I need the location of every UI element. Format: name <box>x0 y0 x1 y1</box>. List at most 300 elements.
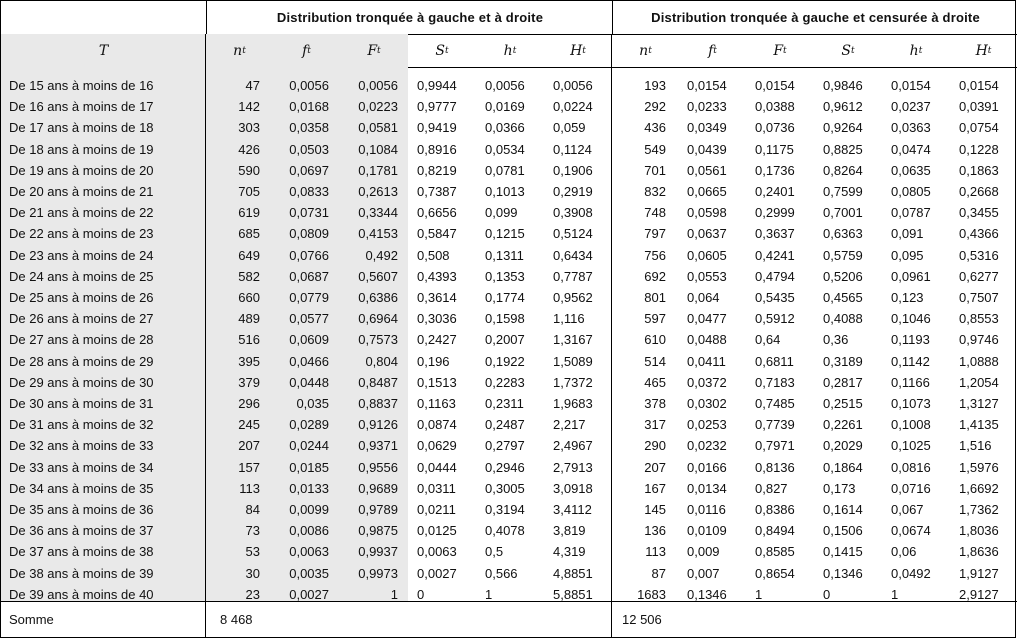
cell-truncated: 0,1774 <box>485 290 525 305</box>
cell-censored: 0,1073 <box>891 396 931 411</box>
cell-truncated: 582 <box>238 268 260 284</box>
footer-total-a: 8 468 <box>220 612 253 627</box>
cell-censored: 0,0391 <box>959 99 999 115</box>
cell-censored: 0,7971 <box>755 438 795 454</box>
footer-label: Somme <box>9 612 54 627</box>
cell-truncated: 0,0609 <box>289 332 329 348</box>
cell-censored: 1,6692 <box>959 480 999 496</box>
ht-base: h <box>503 42 513 59</box>
cell-truncated: 0,099 <box>485 205 518 221</box>
cell-truncated: 0,9371 <box>358 438 398 454</box>
cell-truncated: 0,0448 <box>289 374 329 390</box>
cell-censored: 292 <box>644 99 666 115</box>
group-header-truncated: Distribution tronquée à gauche et à droite <box>206 1 613 34</box>
cell-truncated: 0,0086 <box>289 523 329 539</box>
cell-censored: 0,8654 <box>755 565 795 581</box>
cell-truncated: 0,0063 <box>289 544 329 560</box>
nt-base: n <box>639 42 649 59</box>
cell-truncated: 0,0027 <box>289 586 329 602</box>
cell-truncated: 0,0211 <box>417 502 456 517</box>
cell-truncated: 0,3036 <box>417 311 457 327</box>
cell-censored: 0,1346 <box>687 586 727 602</box>
cell-truncated: 0,2946 <box>485 459 525 475</box>
column-header-T <box>1 34 206 67</box>
cell-truncated: 0,9562 <box>553 290 593 305</box>
cell-censored: 0,7183 <box>755 374 795 390</box>
cell-censored: 0,0665 <box>687 184 727 199</box>
cell-censored: 2,9127 <box>959 586 999 602</box>
cell-truncated: 0,0731 <box>289 205 329 221</box>
cell-censored: 0,9612 <box>823 99 863 115</box>
cell-censored: 0,3637 <box>755 226 795 242</box>
cell-truncated: 0,0874 <box>417 417 457 433</box>
cell-censored: 0,0232 <box>687 438 727 454</box>
cell-truncated: 0,5 <box>485 544 504 560</box>
cell-censored: 0,0637 <box>687 226 727 242</box>
cell-truncated: 5,8851 <box>553 586 593 602</box>
cell-censored: 0,0474 <box>891 141 931 157</box>
cell-censored: 0,173 <box>823 480 856 496</box>
row-label: De 28 ans à moins de 29 <box>9 353 154 369</box>
cell-censored: 87 <box>651 565 666 581</box>
cell-truncated: 0,0629 <box>417 438 457 454</box>
cell-censored: 514 <box>644 353 666 369</box>
cell-censored: 0,4088 <box>823 311 863 327</box>
cell-censored: 0,0363 <box>891 120 931 136</box>
cell-truncated: 0,1598 <box>485 311 525 327</box>
cell-censored: 0,1346 <box>823 565 863 581</box>
cell-censored: 0 <box>823 586 831 602</box>
column-header-Ft-b <box>746 34 814 67</box>
column-header-St-b <box>814 34 882 67</box>
cell-truncated: 2,7913 <box>553 459 593 475</box>
cell-censored: 0,0154 <box>755 78 795 93</box>
cell-truncated: 0,2427 <box>417 332 457 348</box>
cell-truncated: 649 <box>238 247 260 263</box>
cell-truncated: 0,0063 <box>417 544 457 560</box>
cell-censored: 0,4794 <box>755 268 795 284</box>
table-row <box>1 245 1017 266</box>
cell-truncated: 0,5124 <box>553 226 593 242</box>
column-header-nt-b <box>612 34 679 67</box>
ht-sub: t <box>918 45 923 56</box>
cell-truncated: 0,9556 <box>358 459 398 475</box>
cell-truncated: 0,8837 <box>358 396 398 411</box>
cell-truncated: 685 <box>238 226 260 242</box>
cell-censored: 0,6811 <box>755 353 794 369</box>
cell-censored: 0,0805 <box>891 184 931 199</box>
cell-truncated: 0 <box>417 586 425 602</box>
table-row <box>1 117 1017 138</box>
cell-truncated: 0,5847 <box>417 226 457 242</box>
cell-censored: 0,1863 <box>959 162 999 178</box>
vrule-label <box>205 34 206 637</box>
Ft-sub: t <box>377 45 381 56</box>
cell-censored: 0,8585 <box>755 544 795 560</box>
cell-censored: 0,2261 <box>823 417 863 433</box>
cell-truncated: 489 <box>238 311 260 327</box>
table-row <box>1 541 1017 562</box>
table-row <box>1 139 1017 160</box>
Ft-base: F <box>773 42 784 59</box>
cell-censored: 0,1175 <box>755 141 794 157</box>
cell-truncated: 0,0366 <box>485 120 525 136</box>
cell-truncated: 0,3005 <box>485 480 525 496</box>
cell-censored: 0,0154 <box>687 78 727 93</box>
cell-censored: 0,1228 <box>959 141 999 157</box>
cell-censored: 290 <box>644 438 666 454</box>
cell-truncated: 0,7573 <box>358 332 398 348</box>
cell-truncated: 73 <box>245 523 260 539</box>
cell-truncated: 53 <box>245 544 260 560</box>
cell-truncated: 0,2613 <box>358 184 398 199</box>
cell-censored: 0,1736 <box>755 162 795 178</box>
cell-censored: 0,0553 <box>687 268 727 284</box>
column-header-ft-a <box>273 34 340 67</box>
cell-truncated: 0,2311 <box>485 396 524 411</box>
cell-censored: 797 <box>644 226 666 242</box>
cell-truncated: 0,0687 <box>289 268 329 284</box>
cell-censored: 0,0488 <box>687 332 727 348</box>
cell-censored: 0,0233 <box>687 99 727 115</box>
cell-censored: 1 <box>755 586 763 602</box>
cell-truncated: 2,217 <box>553 417 586 433</box>
row-label: De 34 ans à moins de 35 <box>9 480 154 496</box>
cell-truncated: 0,1013 <box>485 184 525 199</box>
cell-censored: 0,095 <box>891 247 924 263</box>
cell-truncated: 0,059 <box>553 120 586 136</box>
vrule-group <box>611 34 612 637</box>
cell-censored: 0,1025 <box>891 438 931 454</box>
cell-truncated: 660 <box>238 290 260 305</box>
cell-censored: 0,9264 <box>823 120 863 136</box>
Ht-base: H <box>975 42 988 59</box>
table-row <box>1 520 1017 541</box>
table-row <box>1 308 1017 329</box>
cell-censored: 0,2515 <box>823 396 863 411</box>
cell-truncated: 0,0358 <box>289 120 329 136</box>
table-row <box>1 372 1017 393</box>
cell-censored: 0,8264 <box>823 162 863 178</box>
cell-truncated: 113 <box>239 480 260 496</box>
cell-truncated: 0,0035 <box>289 565 329 581</box>
row-label: De 16 ans à moins de 17 <box>9 99 154 115</box>
cell-truncated: 1,3167 <box>553 332 593 348</box>
cell-censored: 0,1166 <box>891 374 930 390</box>
cell-censored: 136 <box>644 523 666 539</box>
cell-censored: 0,8494 <box>755 523 795 539</box>
cell-truncated: 0,8916 <box>417 141 457 157</box>
cell-censored: 801 <box>644 290 666 305</box>
cell-truncated: 426 <box>238 141 260 157</box>
Ft-base: F <box>367 42 378 59</box>
cell-truncated: 0,3908 <box>553 205 593 221</box>
cell-censored: 0,5759 <box>823 247 863 263</box>
table-row <box>1 223 1017 244</box>
cell-censored: 0,7001 <box>823 205 863 221</box>
cell-censored: 0,0302 <box>687 396 727 411</box>
group-header-blank <box>1 1 206 34</box>
cell-truncated: 3,819 <box>553 523 586 539</box>
cell-truncated: 0,0577 <box>289 311 329 327</box>
row-label: De 38 ans à moins de 39 <box>9 565 154 581</box>
cell-censored: 1,3127 <box>959 396 999 411</box>
column-header-Ht-a <box>544 34 612 67</box>
group-header-row <box>1 1 1017 35</box>
cell-truncated: 705 <box>238 184 260 199</box>
cell-censored: 0,1614 <box>823 502 863 517</box>
cell-censored: 0,123 <box>891 290 924 305</box>
cell-censored: 0,064 <box>687 290 720 305</box>
cell-truncated: 0,0534 <box>485 141 525 157</box>
cell-censored: 0,3189 <box>823 353 863 369</box>
cell-censored: 0,36 <box>823 332 849 348</box>
cell-truncated: 0,0224 <box>553 99 593 115</box>
cell-truncated: 0,8487 <box>358 374 398 390</box>
table-row <box>1 478 1017 499</box>
table-row <box>1 435 1017 456</box>
table-row <box>1 457 1017 478</box>
cell-truncated: 0,8219 <box>417 162 457 178</box>
cell-censored: 1,516 <box>959 438 992 454</box>
table-row <box>1 96 1017 117</box>
cell-truncated: 0,0311 <box>417 480 456 496</box>
cell-truncated: 0,0244 <box>289 438 329 454</box>
cell-censored: 0,7739 <box>755 417 795 433</box>
cell-truncated: 0,0099 <box>289 502 329 517</box>
cell-truncated: 0,0503 <box>289 141 329 157</box>
column-header-Ht-b <box>950 34 1017 67</box>
St-base: S <box>841 42 851 59</box>
cell-censored: 0,0716 <box>891 480 931 496</box>
row-label: De 15 ans à moins de 16 <box>9 78 154 93</box>
cell-censored: 0,5206 <box>823 268 863 284</box>
cell-truncated: 0,0185 <box>289 459 329 475</box>
cell-censored: 145 <box>644 502 666 517</box>
cell-truncated: 0,3344 <box>358 205 398 221</box>
row-label: De 26 ans à moins de 27 <box>9 311 154 327</box>
cell-truncated: 3,4112 <box>553 502 592 517</box>
cell-censored: 0,2029 <box>823 438 863 454</box>
cell-truncated: 0,804 <box>365 353 398 369</box>
cell-censored: 0,007 <box>687 565 720 581</box>
cell-truncated: 0,0289 <box>289 417 329 433</box>
cell-censored: 0,9746 <box>959 332 999 348</box>
column-header-ft-b <box>679 34 746 67</box>
cell-censored: 0,0598 <box>687 205 727 221</box>
cell-truncated: 0,0125 <box>417 523 457 539</box>
cell-truncated: 0,0056 <box>485 78 525 93</box>
cell-censored: 0,06 <box>891 544 917 560</box>
cell-truncated: 0,4078 <box>485 523 525 539</box>
cell-truncated: 0,1922 <box>485 353 525 369</box>
cell-censored: 1,4135 <box>959 417 999 433</box>
table-row <box>1 393 1017 414</box>
cell-truncated: 207 <box>238 438 260 454</box>
row-label: De 32 ans à moins de 33 <box>9 438 154 454</box>
cell-truncated: 0,7787 <box>553 268 593 284</box>
cell-censored: 0,6277 <box>959 268 999 284</box>
cell-truncated: 0,508 <box>417 247 450 263</box>
table-row <box>1 414 1017 435</box>
ft-base: f <box>708 42 714 59</box>
table-row <box>1 266 1017 287</box>
cell-censored: 0,067 <box>891 502 924 517</box>
cell-censored: 0,0674 <box>891 523 931 539</box>
cell-truncated: 0,1124 <box>553 141 592 157</box>
cell-censored: 0,0134 <box>687 480 727 496</box>
Ht-sub: t <box>987 45 992 56</box>
ht-base: h <box>909 42 919 59</box>
cell-truncated: 0,2007 <box>485 332 525 348</box>
cell-truncated: 0,0133 <box>289 480 329 496</box>
cell-truncated: 0,196 <box>417 353 450 369</box>
cell-censored: 0,7507 <box>959 290 999 305</box>
cell-truncated: 245 <box>238 417 260 433</box>
cell-truncated: 0,1163 <box>417 396 456 411</box>
cell-censored: 193 <box>644 78 666 93</box>
cell-censored: 0,091 <box>891 226 924 242</box>
table-row <box>1 499 1017 520</box>
cell-truncated: 0,3614 <box>417 290 457 305</box>
cell-truncated: 0,566 <box>485 565 518 581</box>
cell-truncated: 1,9683 <box>553 396 593 411</box>
cell-censored: 0,0439 <box>687 141 727 157</box>
cell-truncated: 30 <box>245 565 260 581</box>
cell-censored: 0,1864 <box>823 459 863 475</box>
cell-censored: 0,7599 <box>823 184 863 199</box>
cell-censored: 0,3455 <box>959 205 999 221</box>
group-header-censored: Distribution tronquée à gauche et censurée à droite <box>612 1 1018 34</box>
cell-truncated: 0,9419 <box>417 120 457 136</box>
cell-censored: 0,0154 <box>959 78 999 93</box>
cell-truncated: 296 <box>238 396 260 411</box>
cell-truncated: 0,0169 <box>485 99 525 115</box>
row-label: De 30 ans à moins de 31 <box>9 396 154 411</box>
cell-censored: 0,009 <box>687 544 720 560</box>
cell-censored: 0,4366 <box>959 226 999 242</box>
cell-truncated: 0,0027 <box>417 565 457 581</box>
St-sub: t <box>444 45 449 56</box>
ft-sub: t <box>307 45 311 56</box>
column-header-ht-a <box>476 34 544 67</box>
cell-censored: 0,2668 <box>959 184 999 199</box>
row-label: De 22 ans à moins de 23 <box>9 226 154 242</box>
cell-censored: 748 <box>644 205 666 221</box>
row-label: De 25 ans à moins de 26 <box>9 290 154 305</box>
ht-sub: t <box>512 45 517 56</box>
cell-truncated: 0,9126 <box>358 417 398 433</box>
row-label: De 27 ans à moins de 28 <box>9 332 154 348</box>
cell-censored: 1,5976 <box>959 459 999 475</box>
row-label: De 33 ans à moins de 34 <box>9 459 154 475</box>
ft-base: f <box>302 42 308 59</box>
cell-censored: 0,0237 <box>891 99 931 115</box>
column-header-row <box>1 34 1017 68</box>
cell-censored: 0,1008 <box>891 417 931 433</box>
cell-censored: 1683 <box>637 586 666 602</box>
cell-truncated: 0,1311 <box>485 247 524 263</box>
cell-truncated: 0,0697 <box>289 162 329 178</box>
cell-truncated: 3,0918 <box>553 480 593 496</box>
row-label: De 39 ans à moins de 40 <box>9 586 154 602</box>
cell-censored: 1,2054 <box>959 374 999 390</box>
cell-censored: 0,0477 <box>687 311 727 327</box>
cell-censored: 0,0372 <box>687 374 727 390</box>
cell-censored: 0,5435 <box>755 290 795 305</box>
cell-truncated: 2,4967 <box>553 438 593 454</box>
cell-censored: 0,0166 <box>687 459 727 475</box>
cell-censored: 0,0605 <box>687 247 727 263</box>
table-row <box>1 287 1017 308</box>
cell-truncated: 0,0779 <box>289 290 329 305</box>
cell-truncated: 0,1906 <box>553 162 593 178</box>
cell-censored: 0,2401 <box>755 184 795 199</box>
cell-censored: 207 <box>644 459 666 475</box>
row-label: De 23 ans à moins de 24 <box>9 247 154 263</box>
cell-truncated: 0,0781 <box>485 162 525 178</box>
cell-truncated: 0,9875 <box>358 523 398 539</box>
cell-censored: 0,0736 <box>755 120 795 136</box>
cell-censored: 1,9127 <box>959 565 999 581</box>
cell-truncated: 619 <box>238 205 260 221</box>
cell-truncated: 0,0581 <box>358 120 398 136</box>
cell-censored: 0,1415 <box>823 544 863 560</box>
row-label: De 29 ans à moins de 30 <box>9 374 154 390</box>
cell-truncated: 142 <box>238 99 260 115</box>
cell-censored: 0,0492 <box>891 565 931 581</box>
table-body <box>1 67 1017 601</box>
cell-truncated: 0,2487 <box>485 417 525 433</box>
row-label: De 36 ans à moins de 37 <box>9 523 154 539</box>
cell-censored: 0,9846 <box>823 78 863 93</box>
cell-censored: 0,5316 <box>959 247 999 263</box>
row-label: De 24 ans à moins de 25 <box>9 268 154 284</box>
row-label: De 18 ans à moins de 19 <box>9 141 154 157</box>
cell-censored: 113 <box>645 544 666 560</box>
cell-censored: 0,1142 <box>891 353 930 369</box>
cell-truncated: 0,0056 <box>289 78 329 93</box>
cell-truncated: 0,0766 <box>289 247 329 263</box>
table-row <box>1 563 1017 584</box>
cell-truncated: 0,0833 <box>289 184 329 199</box>
cell-censored: 610 <box>644 332 666 348</box>
cell-censored: 756 <box>644 247 666 263</box>
cell-censored: 0,64 <box>755 332 781 348</box>
cell-censored: 692 <box>644 268 666 284</box>
cell-truncated: 0,1513 <box>417 374 457 390</box>
cell-truncated: 379 <box>238 374 260 390</box>
cell-censored: 0,0253 <box>687 417 727 433</box>
cell-censored: 1 <box>891 586 899 602</box>
cell-censored: 549 <box>644 141 666 157</box>
cell-censored: 0,1506 <box>823 523 863 539</box>
cell-truncated: 0,0223 <box>358 99 398 115</box>
St-base: S <box>435 42 445 59</box>
cell-truncated: 0,6656 <box>417 205 457 221</box>
cell-censored: 0,2999 <box>755 205 795 221</box>
table-row <box>1 351 1017 372</box>
cell-truncated: 0,6434 <box>553 247 593 263</box>
cell-censored: 0,0154 <box>891 78 931 93</box>
row-label: De 21 ans à moins de 22 <box>9 205 154 221</box>
cell-truncated: 1,5089 <box>553 353 593 369</box>
cell-censored: 436 <box>644 120 666 136</box>
cell-truncated: 0,0809 <box>289 226 329 242</box>
cell-truncated: 0,0168 <box>289 99 329 115</box>
cell-truncated: 23 <box>245 586 260 602</box>
table-row <box>1 329 1017 350</box>
